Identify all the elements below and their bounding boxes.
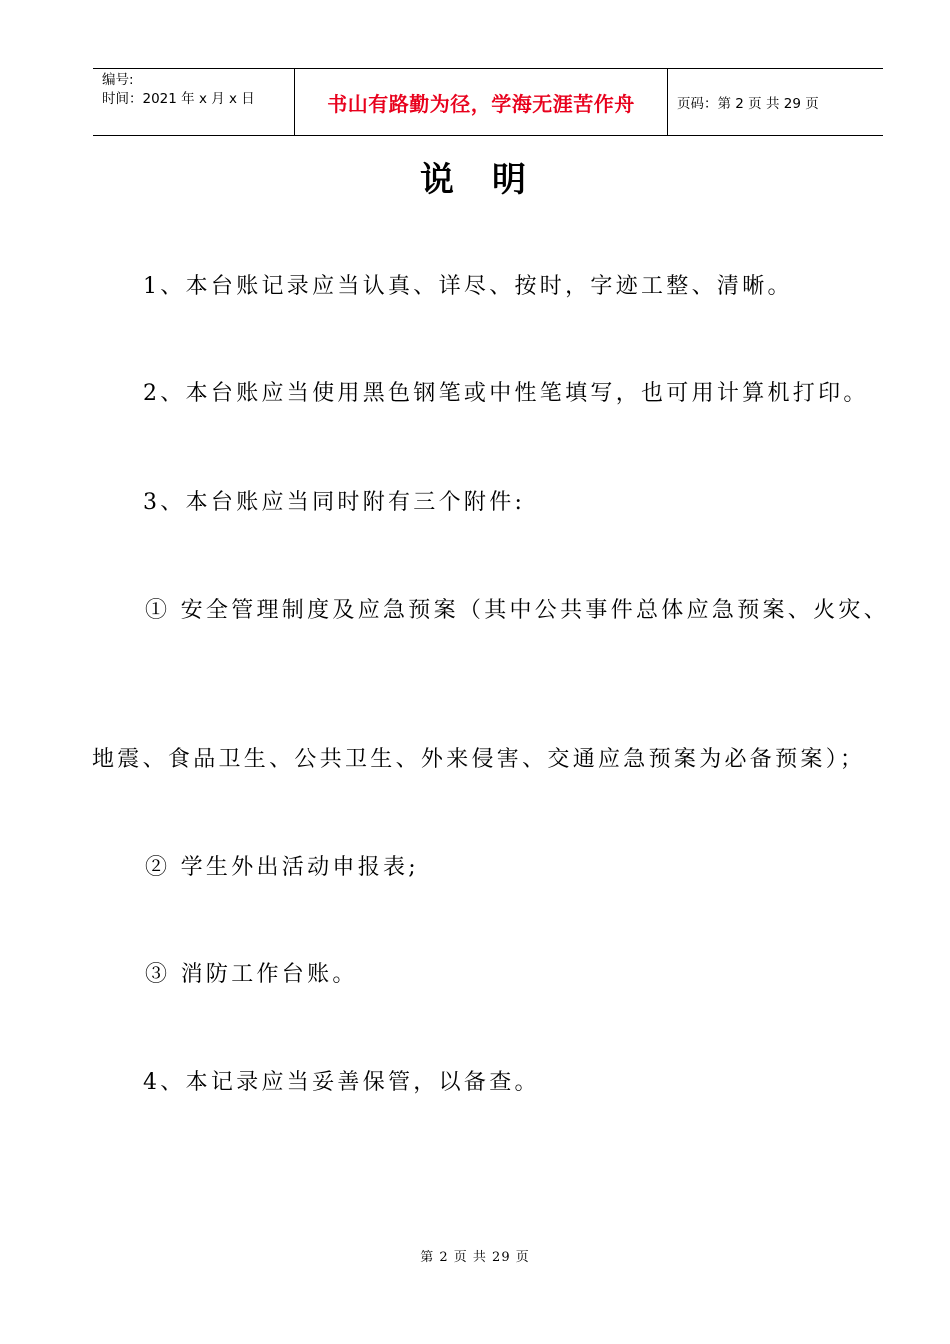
header-page-info: 页码：第 2 页 共 29 页 (677, 96, 819, 112)
attachment-item-3: ③ 消防工作台账。 (145, 962, 358, 987)
paragraph-item-2: 2、本台账应当使用黑色钢笔或中性笔填写，也可用计算机打印。 (143, 381, 869, 406)
document-time-label: 时间：2021 年 x 月 x 日 (102, 91, 255, 107)
header-meta-cell (93, 69, 295, 135)
page-title: 说明 (420, 160, 564, 200)
paragraph-item-3: 3、本台账应当同时附有三个附件: (143, 490, 526, 515)
page-header-table (93, 68, 883, 136)
paragraph-item-1: 1、本台账记录应当认真、详尽、按时，字迹工整、清晰。 (143, 274, 793, 299)
attachment-item-1-continued: 地震、食品卫生、公共卫生、外来侵害、交通应急预案为必备预案）； (92, 747, 866, 772)
document-number-label: 编号: (102, 72, 134, 88)
attachment-item-1: ① 安全管理制度及应急预案（其中公共事件总体应急预案、火灾、 (145, 598, 889, 623)
attachment-item-2: ② 学生外出活动申报表; (145, 855, 420, 880)
footer-page-number: 第 2 页 共 29 页 (420, 1250, 530, 1265)
header-motto: 书山有路勤为径，学海无涯苦作舟 (295, 69, 668, 135)
paragraph-item-4: 4、本记录应当妥善保管，以备查。 (143, 1070, 540, 1095)
